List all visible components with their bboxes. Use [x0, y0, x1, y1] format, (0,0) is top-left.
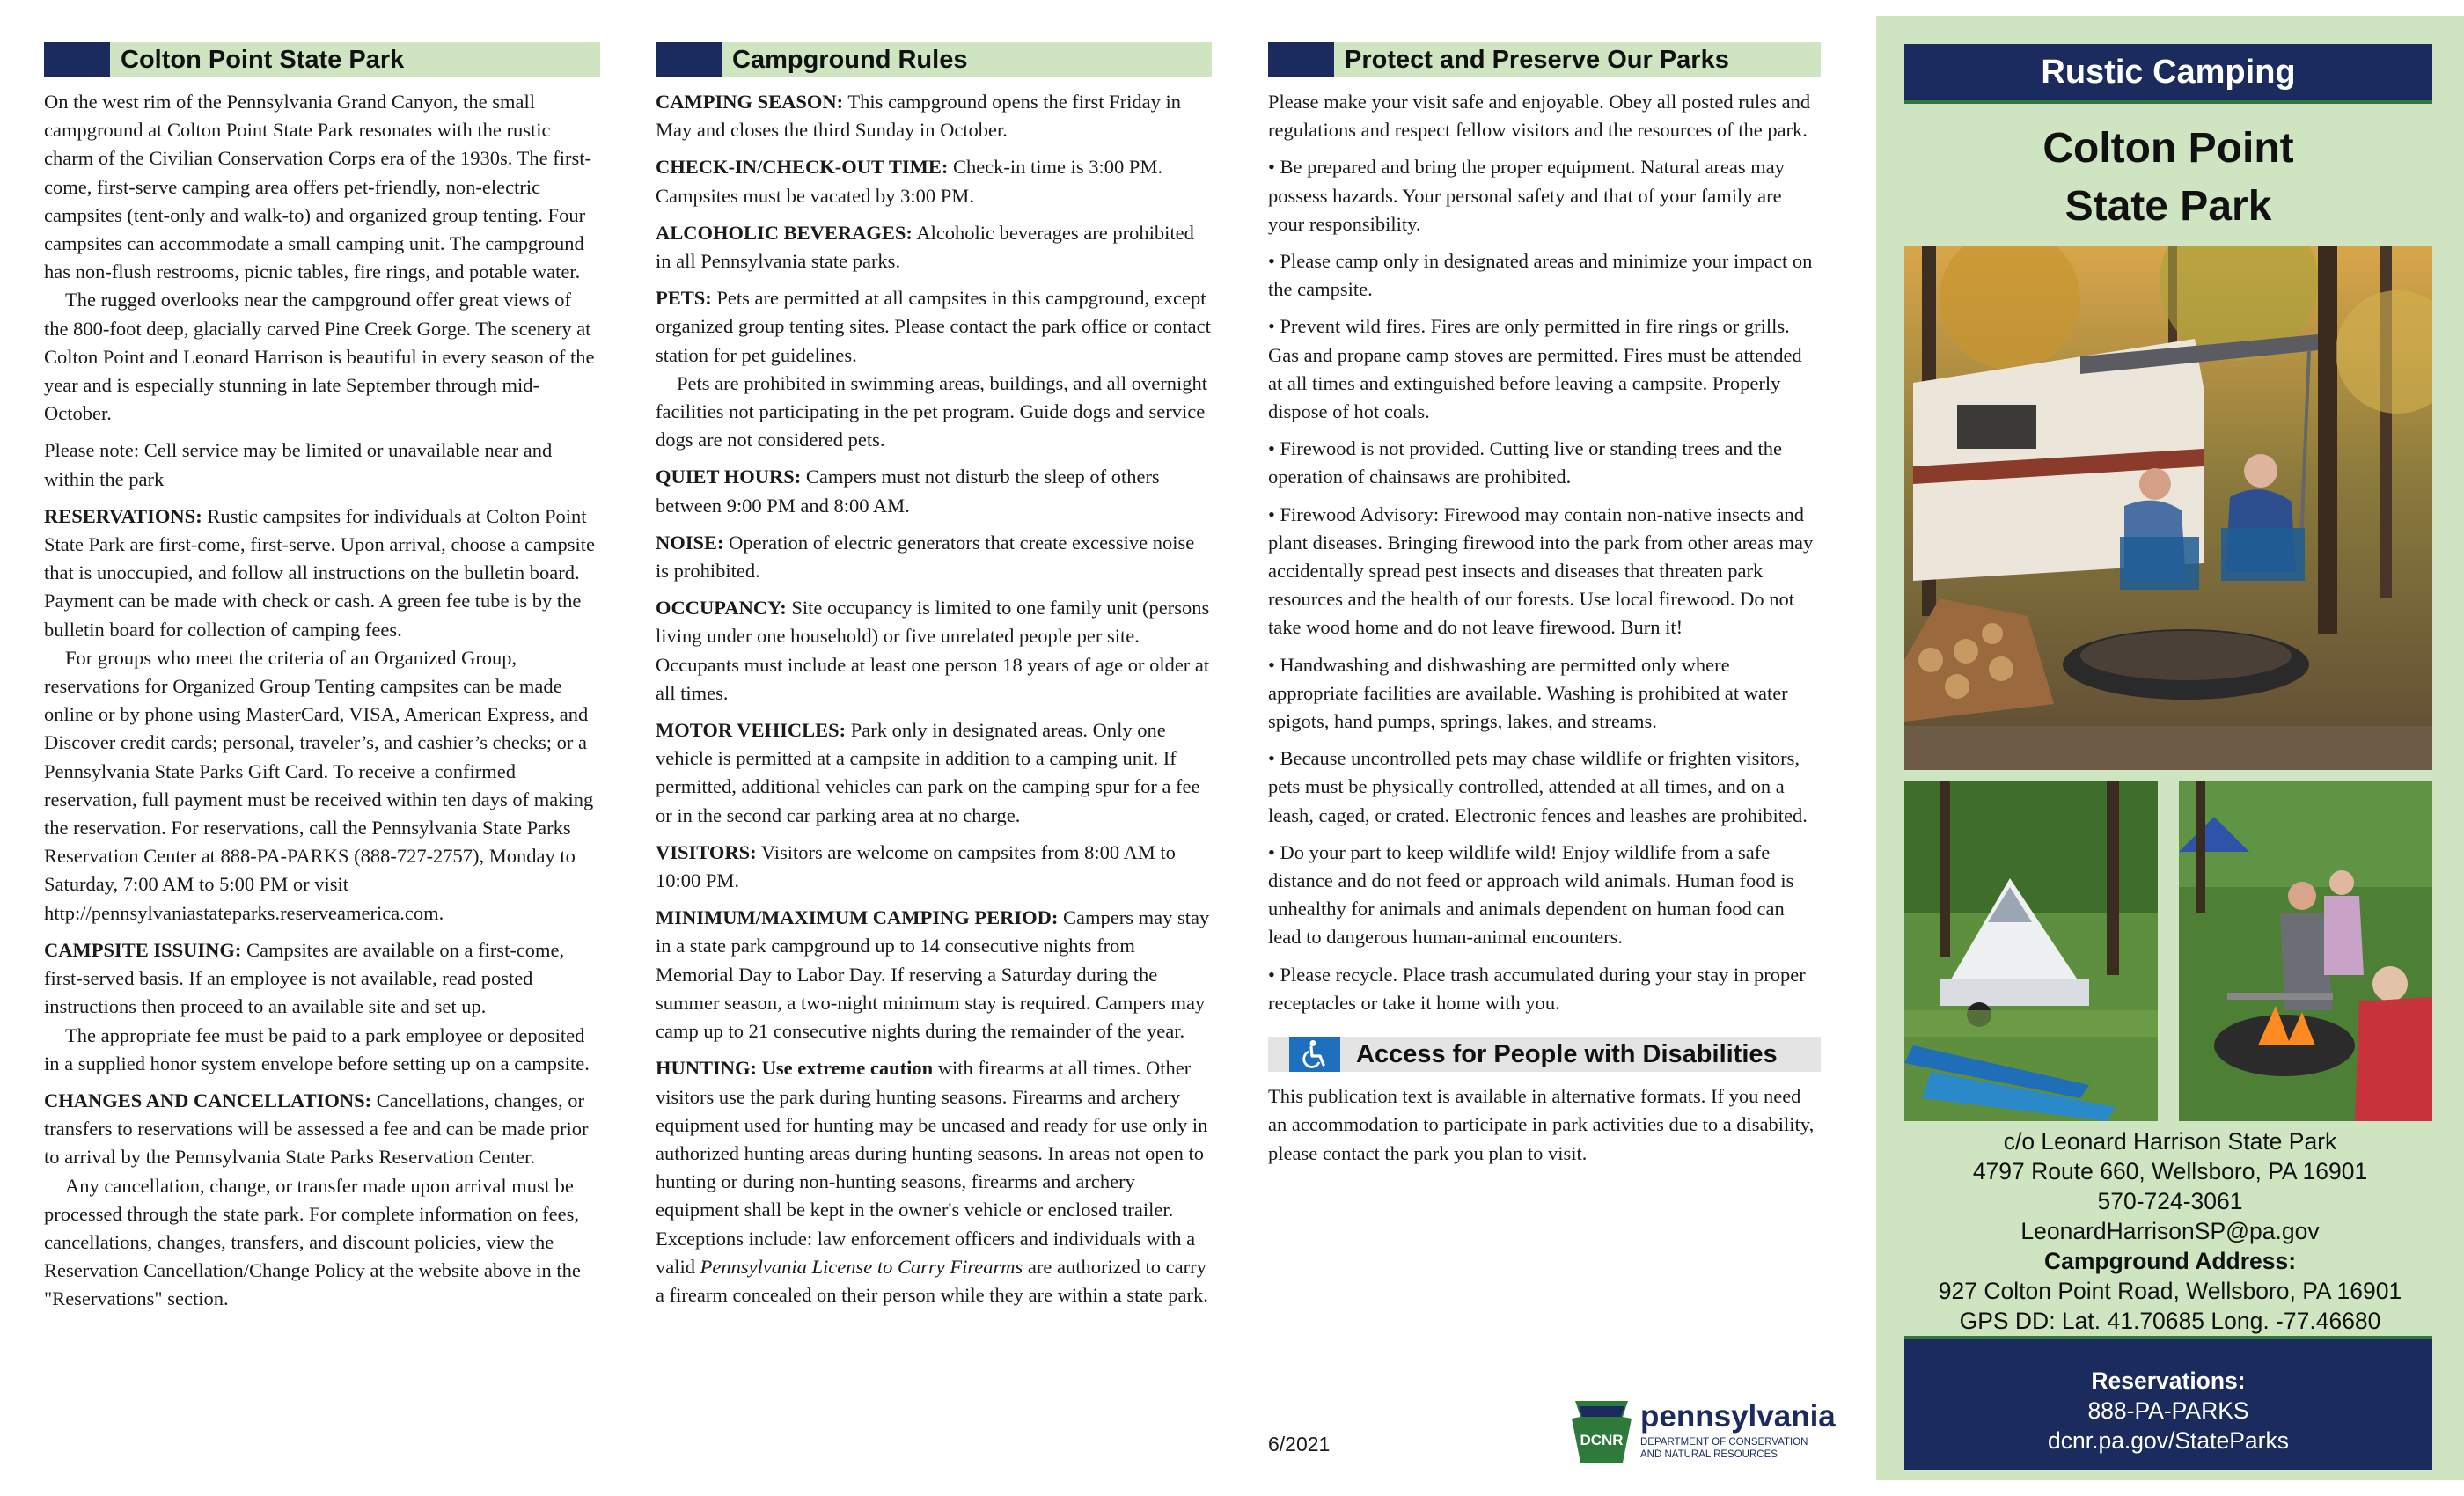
rules-body [656, 88, 1212, 1309]
protect-intro: Please make your visit safe and enjoyable. Obey all posted rules and regulations and respect fellow visitors and the resources of the park. [1268, 91, 1811, 142]
address-street: 4797 Route 660, Wellsboro, PA 16901 [1972, 1158, 2368, 1184]
column-campground-rules [656, 42, 1212, 1318]
license-name: Pennsylvania License to Carry Firearms [700, 1255, 1023, 1278]
column-protect-parks [1268, 42, 1821, 1177]
changes-text: Cancellations, changes, or transfers to reservations will be assessed a fee and can be made prior to arrival by the Pennsylvania State Parks Reservation Center. [44, 1089, 589, 1169]
occupancy-text: Site occupancy is limited to one family unit (persons living under one household) or five unrelated people per site. Occupants must include at least one person 18 years of age or older at all times. [656, 597, 1210, 704]
logo-subtitle-line-1: DEPARTMENT OF CONSERVATION [1640, 1437, 1808, 1448]
access-body [1268, 1082, 1821, 1168]
hunting-text-2: are authorized to carry a firearm concealed on their person while they are within a state park. [656, 1255, 1208, 1306]
address-block [1876, 1126, 2464, 1336]
changes-label: CHANGES AND CANCELLATIONS: [44, 1089, 372, 1111]
header-accent-block [1268, 42, 1334, 77]
bullet-item: • Please camp only in designated areas and minimize your impact on the campsite. [1268, 250, 1813, 301]
cover-panel [1876, 16, 2464, 1480]
issuing-text-2: The appropriate fee must be paid to a park employee or deposited in a supplied honor system envelope before setting up on a campsite. [44, 1023, 590, 1074]
park-title [1904, 120, 2432, 236]
access-text: This publication text is available in alternative formats. If you need an accommodation to participate in park activities due to a disability, please contact the park you plan to visit. [1268, 1085, 1815, 1164]
motor-text: Park only in designated areas. Only one vehicle is permitted at a campsite in addition to a camping unit. If permitted, additional vehicles can park on the camping spur for a fee or in the second car parking area at no charge. [656, 719, 1200, 826]
checkin-label: CHECK-IN/CHECK-OUT TIME: [656, 156, 949, 179]
cell-service-note: Please note: Cell service may be limited or unavailable near and within the park [44, 439, 553, 490]
occupancy-label: OCCUPANCY: [656, 597, 787, 620]
motor-label: MOTOR VEHICLES: [656, 719, 847, 742]
reservations-website[interactable]: dcnr.pa.gov/StateParks [2048, 1427, 2289, 1454]
rustic-camping-banner: Rustic Camping [1904, 44, 2432, 104]
checkin-text: Check-in time is 3:00 PM. Campsites must be vacated by 3:00 PM. [656, 156, 1163, 207]
section-header-protect [1268, 42, 1821, 77]
logo-wordmark: pennsylvania [1640, 1399, 1836, 1434]
bullet-item: • Handwashing and dishwashing are permitted only where appropriate facilities are available. Washing is prohibited at water spigots, hand pumps, springs, lakes, and streams. [1268, 653, 1788, 733]
gps-coordinates: GPS DD: Lat. 41.70685 Long. -77.46680 [1959, 1308, 2381, 1334]
column-park-intro [44, 42, 600, 1323]
campground-address: 927 Colton Point Road, Wellsboro, PA 16901 [1938, 1278, 2402, 1304]
email-address[interactable]: LeonardHarrisonSP@pa.gov [2020, 1218, 2320, 1244]
logo-subtitle-line-2: AND NATURAL RESOURCES [1640, 1449, 1778, 1460]
publication-date: 6/2021 [1268, 1433, 1331, 1456]
bullet-item: • Firewood is not provided. Cutting live or standing trees and the operation of chainsaws are prohibited. [1268, 437, 1783, 488]
campfire-family-photo [2179, 781, 2432, 1121]
reservations-text: Rustic campsites for individuals at Colton Point State Park are first-come, first-serve. Upon arrival, choose a campsite that is unoccupied, and follow all instructions on the bulletin board. Payment can be made with check or cash. A green fee tube is by the bulletin board for collection of camping fees. [44, 504, 596, 641]
logo-subtitle [1640, 1436, 1808, 1461]
reservations-box-label: Reservations: [2091, 1368, 2246, 1394]
keystone-icon [1570, 1399, 1633, 1464]
campsite-camper-photo [1904, 246, 2432, 770]
section-header-rules [656, 42, 1212, 77]
park-title-line-1: Colton Point [2042, 125, 2294, 172]
quiet-text: Campers must not disturb the sleep of others between 9:00 PM and 8:00 AM. [656, 466, 1160, 517]
bullet-item: • Because uncontrolled pets may chase wildlife or frighten visitors, pets must be physically controlled, attended at all times, and on a leash, caged, or crated. Electronic fences and leashes are prohibited. [1268, 747, 1808, 826]
logo-badge-text: DCNR [1580, 1432, 1624, 1448]
quiet-label: QUIET HOURS: [656, 466, 802, 488]
pets-text: Pets are permitted at all campsites in this campground, except organized group tenting sites. Please contact the park office or contact station for pet guidelines. [656, 287, 1211, 366]
alcohol-text: Alcoholic beverages are prohibited in all Pennsylvania state parks. [656, 221, 1194, 273]
reservations-text-2: For groups who meet the criteria of an Organized Group, reservations for Organized Group Tenting campsites can be made online or by phone using MasterCard, VISA, American Express, and Discover credit cards; personal, traveler’s, and cashier’s checks; or a Pennsylvania State Parks Gift Card. To receive a confirmed reservation, full payment must be received within ten days of making the reservation. For reservations, call the Pennsylvania State Parks Reservation Center at 888-PA-PARKS (888-727-2757), Monday to Saturday, 7:00 AM to 5:00 PM or visit http://pennsylvaniastateparks.reserveamerica.com. [44, 646, 594, 924]
noise-text: Operation of electric generators that create excessive noise is prohibited. [656, 531, 1195, 583]
campground-address-label: Campground Address: [2043, 1248, 2297, 1274]
season-label: CAMPING SEASON: [656, 91, 844, 113]
intro-paragraph-2: The rugged overlooks near the campground offer great views of the 800-foot deep, glacially carved Pine Creek Gorge. The scenery at Colton Point and Leonard Harrison is beautiful in every season of the year and is especially stunning in late September through mid-October. [44, 289, 595, 425]
section-title-rules: Campground Rules [732, 45, 968, 74]
section-header-access [1268, 1037, 1821, 1072]
reservations-phone[interactable]: 888-PA-PARKS [2087, 1397, 2249, 1424]
header-accent-block [656, 42, 722, 77]
park-intro-body [44, 88, 600, 1314]
section-title-protect: Protect and Preserve Our Parks [1345, 45, 1729, 74]
issuing-label: CAMPSITE ISSUING: [44, 938, 242, 961]
alcohol-label: ALCOHOLIC BEVERAGES: [656, 221, 913, 244]
park-title-line-2: State Park [2064, 183, 2272, 230]
noise-label: NOISE: [656, 531, 724, 554]
season-text: This campground opens the first Friday in May and closes the third Sunday in October. [656, 91, 1182, 142]
dcnr-logo [1570, 1399, 1836, 1464]
bullet-item: • Please recycle. Place trash accumulated during your stay in proper receptacles or take it home with you. [1268, 963, 1806, 1014]
changes-text-2: Any cancellation, change, or transfer made upon arrival must be processed through the state park. For complete information on fees, cancellations, changes, transfers, and discount policies, view the Reservation Cancellation/Change Policy at the website above in the "Reservations" section. [44, 1174, 581, 1310]
phone-number[interactable]: 570-724-3061 [2097, 1188, 2243, 1214]
intro-paragraph: On the west rim of the Pennsylvania Grand Canyon, the small campground at Colton Point State Park resonates with the rustic charm of the Civilian Conservation Corps era of the 1930s. The first-come, first-serve camping area offers pet-friendly, non-electric campsites (tent-only and walk-to) and organized group tenting. Four campsites can accommodate a small camping unit. The campground has non-flush restrooms, picnic tables, fire rings, and potable water. [44, 91, 591, 283]
bullet-item: • Do your part to keep wildlife wild! Enjoy wildlife from a safe distance and do not feed or approach wild animals. Human food is unhealthy for animals and animals dependent on human food can lead to dangerous human-animal encounters. [1268, 840, 1794, 949]
pets-text-2: Pets are prohibited in swimming areas, buildings, and all overnight facilities not participating in the pet program. Guide dogs and service dogs are not considered pets. [656, 371, 1208, 451]
wheelchair-icon [1289, 1037, 1340, 1072]
bullet-item: • Prevent wild fires. Fires are only permitted in fire rings or grills. Gas and propane camp stoves are permitted. Fires must be attended at all times and extinguished before leaving a campsite. Properly dispose of hot coals. [1268, 315, 1802, 423]
reservations-label: RESERVATIONS: [44, 504, 202, 527]
minmax-label: MINIMUM/MAXIMUM CAMPING PERIOD: [656, 906, 1059, 929]
minmax-text: Campers may stay in a state park campground up to 14 consecutive nights from Memorial Day to Labor Day. If reserving a Saturday during the summer season, a two-night minimum stay is required. Campers may camp up to 21 consecutive nights during the remainder of the year. [656, 906, 1210, 1043]
aframe-trailer-photo [1904, 781, 2158, 1121]
pets-label: PETS: [656, 287, 712, 310]
visitors-text: Visitors are welcome on campsites from 8:00 AM to 10:00 PM. [656, 840, 1176, 892]
hunting-text: with firearms at all times. Other visitors use the park during hunting seasons. Firearms and archery equipment used for hunting may be uncased and ready for use only in authorized hunting areas during hunting seasons. In areas not open to hunting or during non-hunting seasons, firearms and archery equipment shall be kept in the owner's vehicle or enclosed trailer. Exceptions include: law enforcement officers and individuals with a valid [656, 1057, 1208, 1278]
protect-body [1268, 88, 1821, 1017]
section-title-park: Colton Point State Park [121, 45, 405, 74]
bullet-item: • Be prepared and bring the proper equipment. Natural areas may possess hazards. Your personal safety and that of your family are your responsibility. [1268, 156, 1786, 235]
bullet-item: • Firewood Advisory: Firewood may contain non-native insects and plant diseases. Bringing firewood into the park from other areas may accidentally spread pest insects and diseases that threaten park resources and the health of our forests. Use local firewood. Do not take wood home and do not leave firewood. Burn it! [1268, 502, 1814, 639]
section-title-access: Access for People with Disabilities [1356, 1039, 1778, 1068]
issuing-text: Campsites are available on a first-come, first-served basis. If an employee is not available, read posted instructions then proceed to an available site and set up. [44, 938, 565, 1018]
reservations-box [1904, 1336, 2432, 1470]
hunting-label: HUNTING: Use extreme caution [656, 1057, 934, 1080]
section-header-park [44, 42, 600, 77]
address-care-of: c/o Leonard Harrison State Park [2003, 1128, 2337, 1155]
visitors-label: VISITORS: [656, 840, 757, 863]
header-accent-block [44, 42, 110, 77]
